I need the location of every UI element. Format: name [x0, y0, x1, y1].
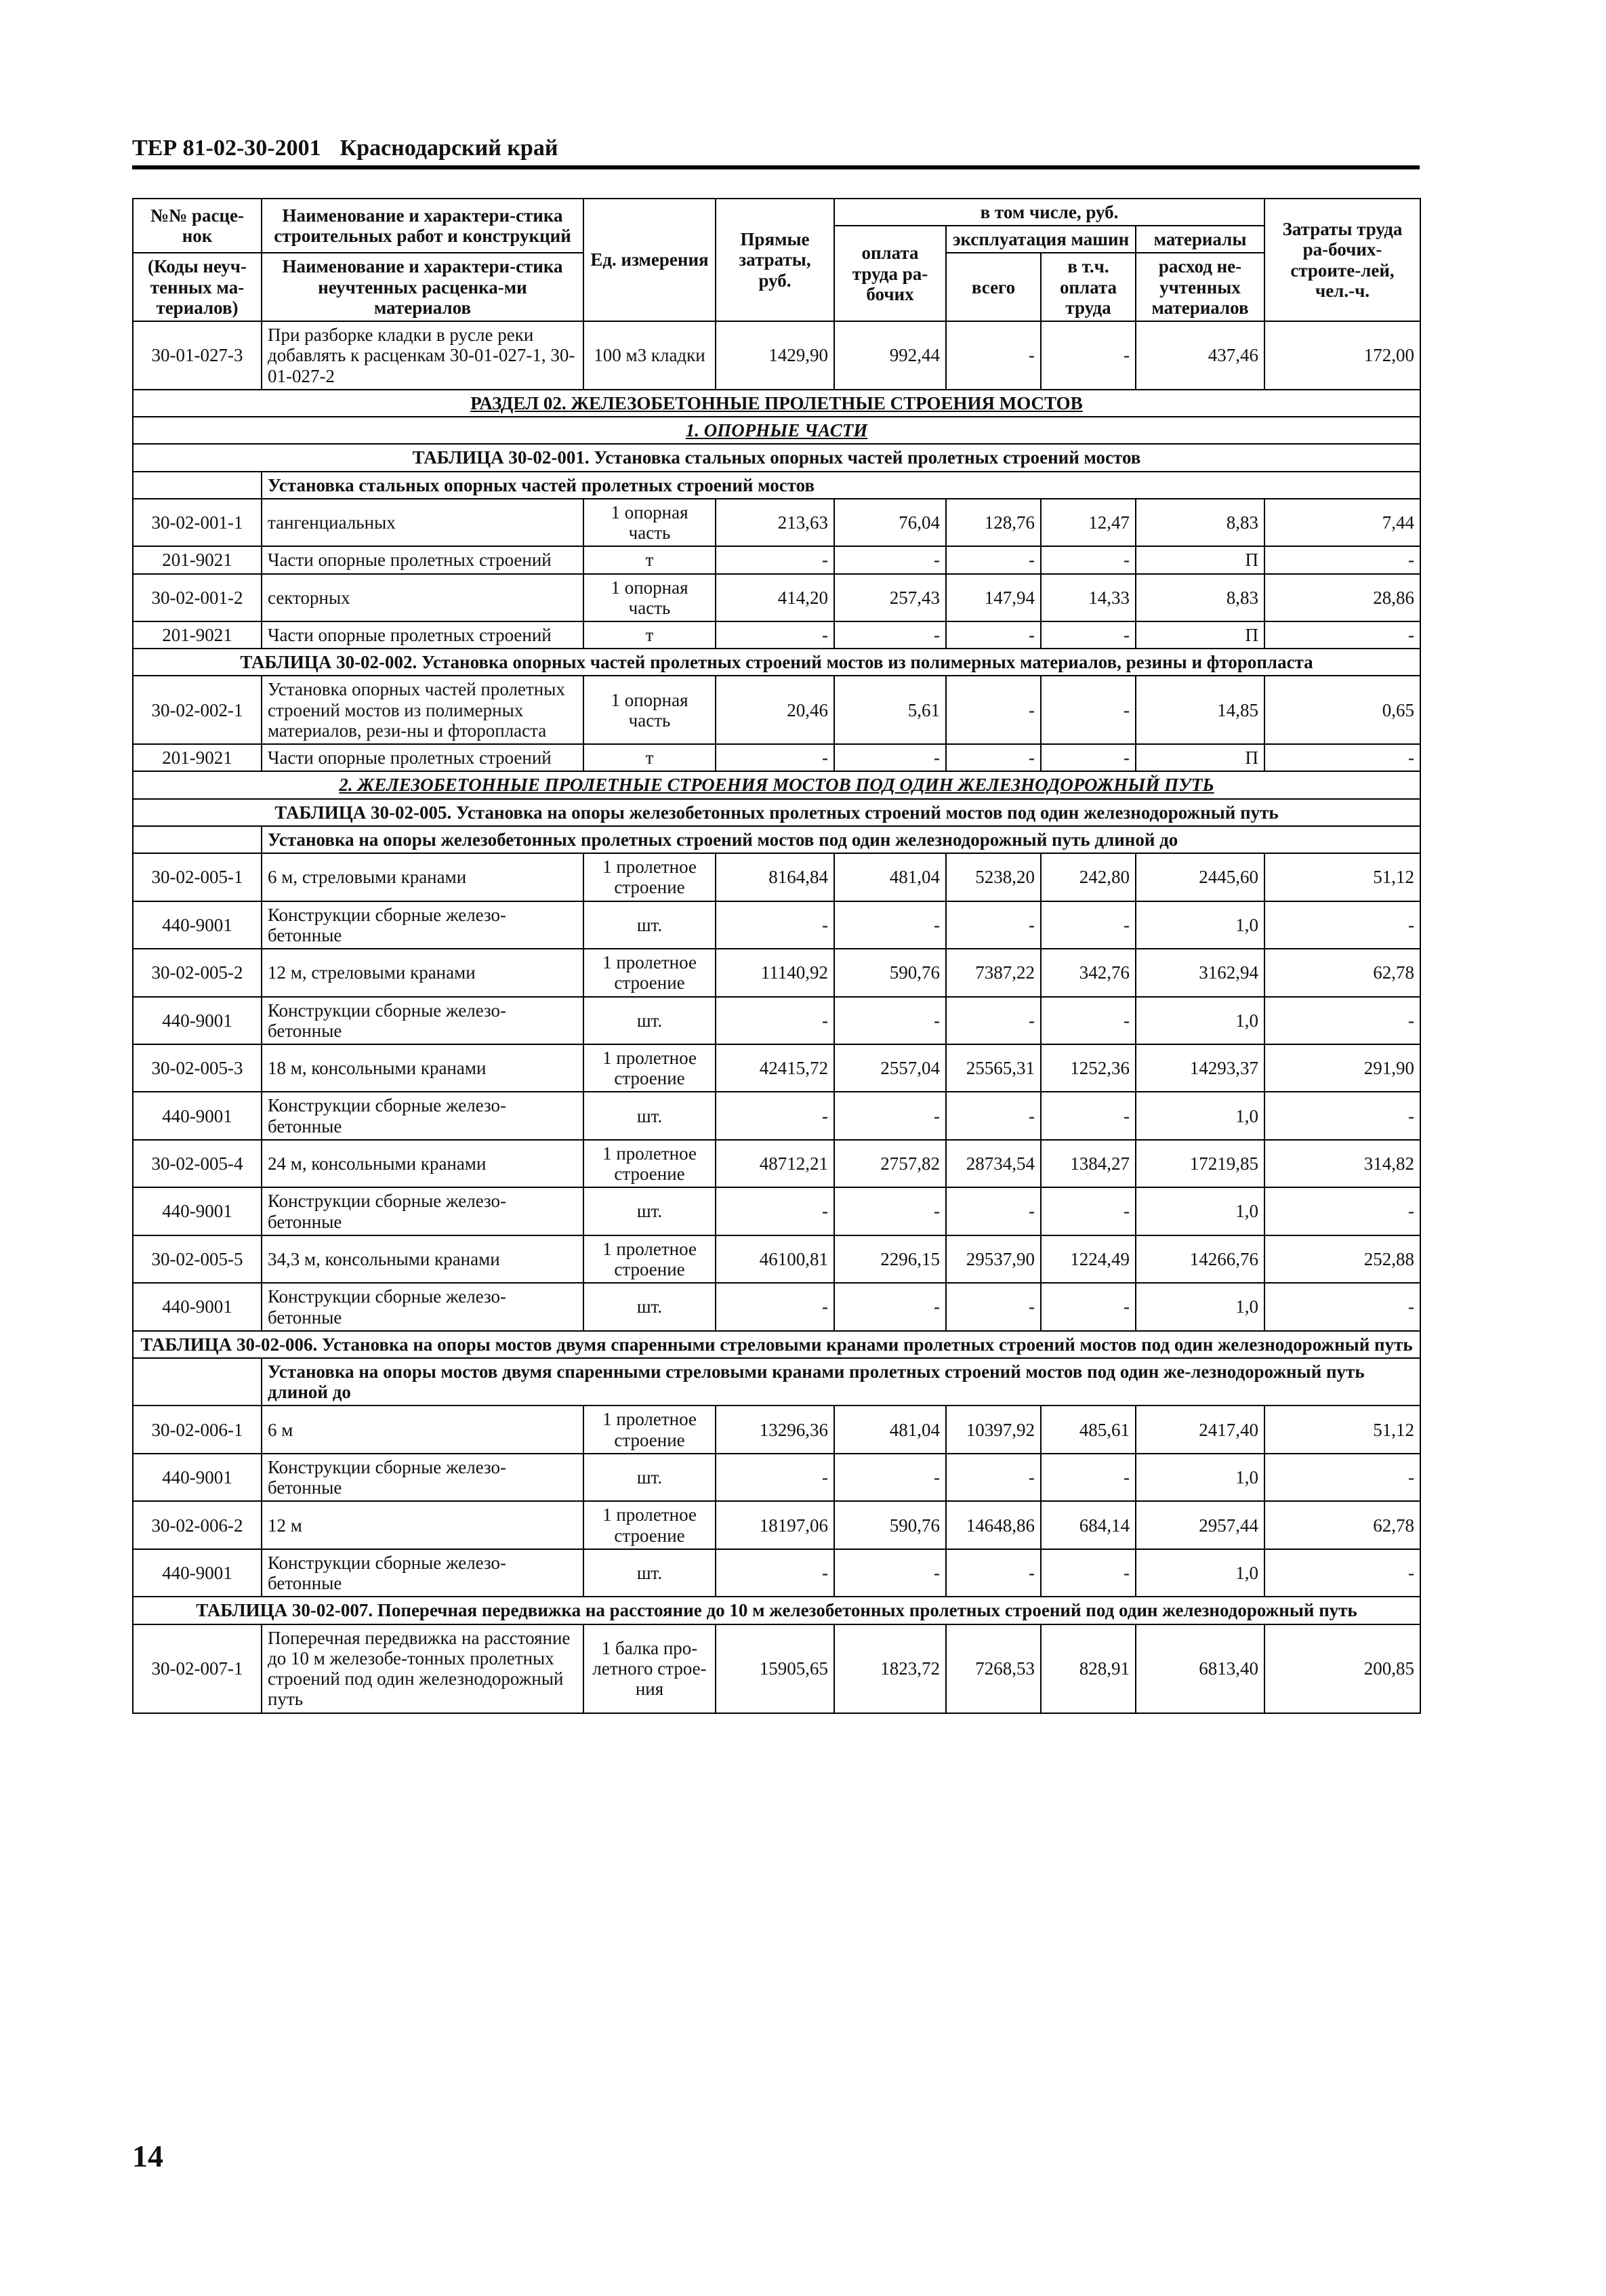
- rate-name: Конструкции сборные железо-бетонные: [262, 1092, 583, 1139]
- machine-cost: 5238,20: [946, 853, 1041, 901]
- direct-cost: 48712,21: [716, 1140, 834, 1187]
- direct-cost: 18197,06: [716, 1501, 834, 1549]
- material-cost: 14293,37: [1136, 1044, 1264, 1092]
- page-number: 14: [132, 2139, 163, 2173]
- direct-cost: 20,46: [716, 676, 834, 744]
- rate-name: 12 м, стреловыми кранами: [262, 949, 583, 996]
- rate-name: 18 м, консольными кранами: [262, 1044, 583, 1092]
- rate-name: Части опорные пролетных строений: [262, 744, 583, 771]
- labor-cost: -: [1264, 744, 1420, 771]
- direct-cost: 11140,92: [716, 949, 834, 996]
- subsection-title: 1. ОПОРНЫЕ ЧАСТИ: [133, 417, 1420, 444]
- table-row: [133, 1044, 1420, 1092]
- wage-cost: 2757,82: [834, 1140, 946, 1187]
- intro-row: [133, 826, 1420, 853]
- table-title: ТАБЛИЦА 30-02-005. Установка на опоры железобетонных пролетных строений мостов под один железнодорожный путь: [133, 799, 1420, 826]
- machine-wage-cost: -: [1041, 621, 1136, 649]
- col-direct-header: Прямые затраты, руб.: [716, 199, 834, 321]
- table-row: [133, 621, 1420, 649]
- machine-cost: -: [946, 546, 1041, 573]
- labor-cost: 28,86: [1264, 574, 1420, 621]
- wage-cost: -: [834, 901, 946, 949]
- labor-cost: 62,78: [1264, 949, 1420, 996]
- machine-cost: -: [946, 901, 1041, 949]
- machine-cost: -: [946, 744, 1041, 771]
- intro-row: [133, 472, 1420, 499]
- machine-wage-cost: 12,47: [1041, 499, 1136, 546]
- machine-cost: -: [946, 1454, 1041, 1501]
- labor-cost: 7,44: [1264, 499, 1420, 546]
- wage-cost: 481,04: [834, 853, 946, 901]
- machine-wage-cost: 485,61: [1041, 1406, 1136, 1453]
- wage-cost: 257,43: [834, 574, 946, 621]
- col-name-sub-header: Наименование и характери-стика неучтенных расценка-ми материалов: [262, 253, 583, 321]
- material-cost: 8,83: [1136, 574, 1264, 621]
- wage-cost: 590,76: [834, 949, 946, 996]
- rate-code: 30-02-005-4: [133, 1140, 262, 1187]
- labor-cost: 252,88: [1264, 1235, 1420, 1283]
- wage-cost: -: [834, 744, 946, 771]
- table-row: [133, 997, 1420, 1044]
- labor-cost: 62,78: [1264, 1501, 1420, 1549]
- machine-wage-cost: -: [1041, 1092, 1136, 1139]
- direct-cost: -: [716, 546, 834, 573]
- rate-unit: 100 м3 кладки: [583, 321, 716, 390]
- rate-code: 440-9001: [133, 1187, 262, 1235]
- rate-code: 440-9001: [133, 1549, 262, 1597]
- direct-cost: 13296,36: [716, 1406, 834, 1453]
- material-cost: 17219,85: [1136, 1140, 1264, 1187]
- table-row: [133, 1454, 1420, 1501]
- intro-code-cell: [133, 826, 262, 853]
- subsection-row: [133, 771, 1420, 798]
- material-cost: 1,0: [1136, 901, 1264, 949]
- table-row: [133, 853, 1420, 901]
- intro-code-cell: [133, 1358, 262, 1406]
- rate-code: 30-02-001-1: [133, 499, 262, 546]
- section-row: [133, 390, 1420, 417]
- rate-code: 440-9001: [133, 1092, 262, 1139]
- wage-cost: 76,04: [834, 499, 946, 546]
- wage-cost: -: [834, 621, 946, 649]
- direct-cost: -: [716, 1549, 834, 1597]
- wage-cost: -: [834, 1283, 946, 1330]
- col-machines-header: эксплуатация машин: [946, 226, 1136, 253]
- rate-name: Конструкции сборные железо-бетонные: [262, 1549, 583, 1597]
- table-title-row: [133, 649, 1420, 676]
- rate-unit: 1 опорная часть: [583, 499, 716, 546]
- rate-code: 440-9001: [133, 1283, 262, 1330]
- wage-cost: 1823,72: [834, 1624, 946, 1713]
- table-row: [133, 499, 1420, 546]
- rate-name: Конструкции сборные железо-бетонные: [262, 1454, 583, 1501]
- rate-name: 34,3 м, консольными кранами: [262, 1235, 583, 1283]
- table-title-row: [133, 444, 1420, 471]
- rate-name: 24 м, консольными кранами: [262, 1140, 583, 1187]
- rate-unit: шт.: [583, 1454, 716, 1501]
- material-cost: 1,0: [1136, 1092, 1264, 1139]
- machine-wage-cost: -: [1041, 1187, 1136, 1235]
- machine-cost: -: [946, 997, 1041, 1044]
- rate-unit: т: [583, 744, 716, 771]
- labor-cost: -: [1264, 901, 1420, 949]
- rate-name: Установка опорных частей пролетных строений мостов из полимерных материалов, рези-ны и фторопласта: [262, 676, 583, 744]
- material-cost: 2417,40: [1136, 1406, 1264, 1453]
- machine-wage-cost: 242,80: [1041, 853, 1136, 901]
- table-row: [133, 1140, 1420, 1187]
- material-cost: 2957,44: [1136, 1501, 1264, 1549]
- machine-wage-cost: 828,91: [1041, 1624, 1136, 1713]
- machine-cost: 14648,86: [946, 1501, 1041, 1549]
- labor-cost: 172,00: [1264, 321, 1420, 390]
- labor-cost: -: [1264, 1283, 1420, 1330]
- wage-cost: 992,44: [834, 321, 946, 390]
- machine-wage-cost: -: [1041, 997, 1136, 1044]
- direct-cost: -: [716, 1454, 834, 1501]
- material-cost: 6813,40: [1136, 1624, 1264, 1713]
- table-title: ТАБЛИЦА 30-02-001. Установка стальных опорных частей пролетных строений мостов: [133, 444, 1420, 471]
- direct-cost: 1429,90: [716, 321, 834, 390]
- wage-cost: 5,61: [834, 676, 946, 744]
- machine-wage-cost: -: [1041, 676, 1136, 744]
- machine-cost: 7387,22: [946, 949, 1041, 996]
- rate-code: 30-02-006-2: [133, 1501, 262, 1549]
- labor-cost: -: [1264, 1549, 1420, 1597]
- wage-cost: -: [834, 546, 946, 573]
- intro-text: Установка на опоры мостов двумя спаренными стреловыми кранами пролетных строений мостов под один же-лезнодорожный путь длиной до: [262, 1358, 1420, 1406]
- table-row: [133, 1187, 1420, 1235]
- rate-code: 30-02-005-1: [133, 853, 262, 901]
- machine-wage-cost: 1224,49: [1041, 1235, 1136, 1283]
- material-cost: 1,0: [1136, 1454, 1264, 1501]
- material-cost: П: [1136, 621, 1264, 649]
- machine-wage-cost: -: [1041, 744, 1136, 771]
- rate-name: тангенциальных: [262, 499, 583, 546]
- rate-code: 440-9001: [133, 997, 262, 1044]
- machine-wage-cost: -: [1041, 1549, 1136, 1597]
- rate-code: 201-9021: [133, 621, 262, 649]
- rate-code: 440-9001: [133, 1454, 262, 1501]
- labor-cost: -: [1264, 1454, 1420, 1501]
- machine-wage-cost: -: [1041, 1454, 1136, 1501]
- machine-cost: -: [946, 321, 1041, 390]
- direct-cost: -: [716, 1283, 834, 1330]
- rate-unit: шт.: [583, 1549, 716, 1597]
- rate-unit: шт.: [583, 901, 716, 949]
- col-materials-sub-header: расход не-учтенных материалов: [1136, 253, 1264, 321]
- rate-code: 30-02-005-5: [133, 1235, 262, 1283]
- rate-name: Части опорные пролетных строений: [262, 621, 583, 649]
- rate-name: Конструкции сборные железо-бетонные: [262, 997, 583, 1044]
- col-machines-wage-header: в т.ч. оплата труда: [1041, 253, 1136, 321]
- wage-cost: -: [834, 1454, 946, 1501]
- rate-unit: 1 опорная часть: [583, 676, 716, 744]
- rate-unit: шт.: [583, 1187, 716, 1235]
- rate-name: 6 м, стреловыми кранами: [262, 853, 583, 901]
- col-code-sub-header: (Коды неуч-тенных ма-териалов): [133, 253, 262, 321]
- rate-code: 30-02-005-2: [133, 949, 262, 996]
- running-header: [132, 136, 558, 161]
- rate-unit: 1 опорная часть: [583, 574, 716, 621]
- machine-cost: -: [946, 621, 1041, 649]
- rate-name: Конструкции сборные железо-бетонные: [262, 901, 583, 949]
- machine-cost: 25565,31: [946, 1044, 1041, 1092]
- rate-unit: т: [583, 546, 716, 573]
- table-row: [133, 1235, 1420, 1283]
- rate-unit: 1 пролетное строение: [583, 853, 716, 901]
- rate-unit: 1 пролетное строение: [583, 1235, 716, 1283]
- machine-cost: -: [946, 1187, 1041, 1235]
- table-row: [133, 1624, 1420, 1713]
- wage-cost: -: [834, 997, 946, 1044]
- wage-cost: 481,04: [834, 1406, 946, 1453]
- material-cost: 2445,60: [1136, 853, 1264, 901]
- rates-table: [132, 198, 1421, 1714]
- table-title-row: [133, 1597, 1420, 1624]
- table-row: [133, 1092, 1420, 1139]
- material-cost: 3162,94: [1136, 949, 1264, 996]
- rate-unit: 1 пролетное строение: [583, 1406, 716, 1453]
- direct-cost: 8164,84: [716, 853, 834, 901]
- table-row: [133, 1406, 1420, 1453]
- machine-cost: -: [946, 1092, 1041, 1139]
- rate-code: 30-02-002-1: [133, 676, 262, 744]
- machine-cost: 7268,53: [946, 1624, 1041, 1713]
- wage-cost: 2557,04: [834, 1044, 946, 1092]
- direct-cost: -: [716, 901, 834, 949]
- direct-cost: 46100,81: [716, 1235, 834, 1283]
- machine-cost: 29537,90: [946, 1235, 1041, 1283]
- rate-code: 30-01-027-3: [133, 321, 262, 390]
- labor-cost: 200,85: [1264, 1624, 1420, 1713]
- direct-cost: -: [716, 1187, 834, 1235]
- table-title-row: [133, 799, 1420, 826]
- rate-unit: т: [583, 621, 716, 649]
- rate-name: Части опорные пролетных строений: [262, 546, 583, 573]
- direct-cost: 42415,72: [716, 1044, 834, 1092]
- rate-code: 440-9001: [133, 901, 262, 949]
- rate-code: 201-9021: [133, 546, 262, 573]
- rate-name: Конструкции сборные железо-бетонные: [262, 1187, 583, 1235]
- machine-cost: 147,94: [946, 574, 1041, 621]
- labor-cost: 0,65: [1264, 676, 1420, 744]
- machine-cost: 128,76: [946, 499, 1041, 546]
- rate-code: 30-02-007-1: [133, 1624, 262, 1713]
- machine-cost: 28734,54: [946, 1140, 1041, 1187]
- material-cost: 8,83: [1136, 499, 1264, 546]
- machine-wage-cost: 684,14: [1041, 1501, 1136, 1549]
- machine-cost: -: [946, 1549, 1041, 1597]
- table-title: ТАБЛИЦА 30-02-006. Установка на опоры мостов двумя спаренными стреловыми кранами пролетных строений мостов под один железнодорожный путь: [133, 1331, 1420, 1358]
- rate-name: секторных: [262, 574, 583, 621]
- direct-cost: 15905,65: [716, 1624, 834, 1713]
- rate-code: 30-02-005-3: [133, 1044, 262, 1092]
- table-row: [133, 1501, 1420, 1549]
- table-row: [133, 901, 1420, 949]
- rate-unit: 1 балка про-летного строе-ния: [583, 1624, 716, 1713]
- table-row: [133, 1283, 1420, 1330]
- col-machines-all-header: всего: [946, 253, 1041, 321]
- material-cost: П: [1136, 744, 1264, 771]
- labor-cost: -: [1264, 1092, 1420, 1139]
- wage-cost: -: [834, 1549, 946, 1597]
- subsection-row: [133, 417, 1420, 444]
- labor-cost: -: [1264, 546, 1420, 573]
- material-cost: 1,0: [1136, 997, 1264, 1044]
- col-wage-header: оплата труда ра-бочих: [834, 226, 946, 321]
- material-cost: П: [1136, 546, 1264, 573]
- table-row: [133, 949, 1420, 996]
- labor-cost: 51,12: [1264, 853, 1420, 901]
- wage-cost: -: [834, 1092, 946, 1139]
- machine-wage-cost: 1384,27: [1041, 1140, 1136, 1187]
- labor-cost: 291,90: [1264, 1044, 1420, 1092]
- col-name-header: Наименование и характери-стика строительных работ и конструкций: [262, 199, 583, 253]
- table-title: ТАБЛИЦА 30-02-002. Установка опорных частей пролетных строений мостов из полимерных материалов, резины и фторопласта: [133, 649, 1420, 676]
- table-row: [133, 744, 1420, 771]
- labor-cost: 51,12: [1264, 1406, 1420, 1453]
- material-cost: 1,0: [1136, 1187, 1264, 1235]
- material-cost: 1,0: [1136, 1549, 1264, 1597]
- material-cost: 437,46: [1136, 321, 1264, 390]
- header-code: ТЕР 81-02-30-2001: [132, 136, 321, 161]
- col-materials-header: материалы: [1136, 226, 1264, 253]
- rate-name: При разборке кладки в русле реки добавлять к расценкам 30-01-027-1, 30-01-027-2: [262, 321, 583, 390]
- header-rule: [132, 165, 1420, 169]
- table-row: [133, 1549, 1420, 1597]
- machine-cost: -: [946, 676, 1041, 744]
- labor-cost: -: [1264, 1187, 1420, 1235]
- intro-text: Установка стальных опорных частей пролетных строений мостов: [262, 472, 1420, 499]
- rate-name: Поперечная передвижка на расстояние до 10 м железобе-тонных пролетных строений под один железнодорожный путь: [262, 1624, 583, 1713]
- labor-cost: -: [1264, 621, 1420, 649]
- rate-unit: шт.: [583, 997, 716, 1044]
- machine-wage-cost: 342,76: [1041, 949, 1136, 996]
- intro-code-cell: [133, 472, 262, 499]
- intro-text: Установка на опоры железобетонных пролетных строений мостов под один железнодорожный путь длиной до: [262, 826, 1420, 853]
- rate-name: 6 м: [262, 1406, 583, 1453]
- machine-wage-cost: 14,33: [1041, 574, 1136, 621]
- subsection-title: 2. ЖЕЛЕЗОБЕТОННЫЕ ПРОЛЕТНЫЕ СТРОЕНИЯ МОСТОВ ПОД ОДИН ЖЕЛЕЗНОДОРОЖНЫЙ ПУТЬ: [133, 771, 1420, 798]
- direct-cost: 414,20: [716, 574, 834, 621]
- rate-code: 30-02-001-2: [133, 574, 262, 621]
- machine-cost: 10397,92: [946, 1406, 1041, 1453]
- header-region: Краснодарский край: [339, 136, 558, 161]
- rate-code: 30-02-006-1: [133, 1406, 262, 1453]
- labor-cost: -: [1264, 997, 1420, 1044]
- machine-wage-cost: -: [1041, 546, 1136, 573]
- rate-unit: 1 пролетное строение: [583, 949, 716, 996]
- rate-name: 12 м: [262, 1501, 583, 1549]
- direct-cost: 213,63: [716, 499, 834, 546]
- rates-body: [133, 321, 1420, 1713]
- col-code-header: №№ расце-нок: [133, 199, 262, 253]
- table-row: [133, 321, 1420, 390]
- material-cost: 14266,76: [1136, 1235, 1264, 1283]
- table-row: [133, 546, 1420, 573]
- direct-cost: -: [716, 744, 834, 771]
- machine-cost: -: [946, 1283, 1041, 1330]
- wage-cost: -: [834, 1187, 946, 1235]
- section-title: РАЗДЕЛ 02. ЖЕЛЕЗОБЕТОННЫЕ ПРОЛЕТНЫЕ СТРОЕНИЯ МОСТОВ: [133, 390, 1420, 417]
- table-row: [133, 676, 1420, 744]
- table-title-row: [133, 1331, 1420, 1358]
- intro-row: [133, 1358, 1420, 1406]
- rate-unit: 1 пролетное строение: [583, 1501, 716, 1549]
- header-row-1: [133, 199, 1420, 226]
- machine-wage-cost: -: [1041, 321, 1136, 390]
- direct-cost: -: [716, 1092, 834, 1139]
- col-incl-header: в том числе, руб.: [834, 199, 1264, 226]
- machine-wage-cost: 1252,36: [1041, 1044, 1136, 1092]
- wage-cost: 590,76: [834, 1501, 946, 1549]
- table-title: ТАБЛИЦА 30-02-007. Поперечная передвижка на расстояние до 10 м железобетонных пролетных строений под один железнодорожный путь: [133, 1597, 1420, 1624]
- rate-code: 201-9021: [133, 744, 262, 771]
- machine-wage-cost: -: [1041, 1283, 1136, 1330]
- col-unit-header: Ед. измерения: [583, 199, 716, 321]
- rate-unit: шт.: [583, 1092, 716, 1139]
- rate-unit: 1 пролетное строение: [583, 1044, 716, 1092]
- table-row: [133, 574, 1420, 621]
- material-cost: 1,0: [1136, 1283, 1264, 1330]
- rate-unit: 1 пролетное строение: [583, 1140, 716, 1187]
- rate-name: Конструкции сборные железо-бетонные: [262, 1283, 583, 1330]
- labor-cost: 314,82: [1264, 1140, 1420, 1187]
- rate-unit: шт.: [583, 1283, 716, 1330]
- direct-cost: -: [716, 997, 834, 1044]
- machine-wage-cost: -: [1041, 901, 1136, 949]
- col-labor-header: Затраты труда ра-бочих-строите-лей, чел.-ч.: [1264, 199, 1420, 321]
- direct-cost: -: [716, 621, 834, 649]
- material-cost: 14,85: [1136, 676, 1264, 744]
- wage-cost: 2296,15: [834, 1235, 946, 1283]
